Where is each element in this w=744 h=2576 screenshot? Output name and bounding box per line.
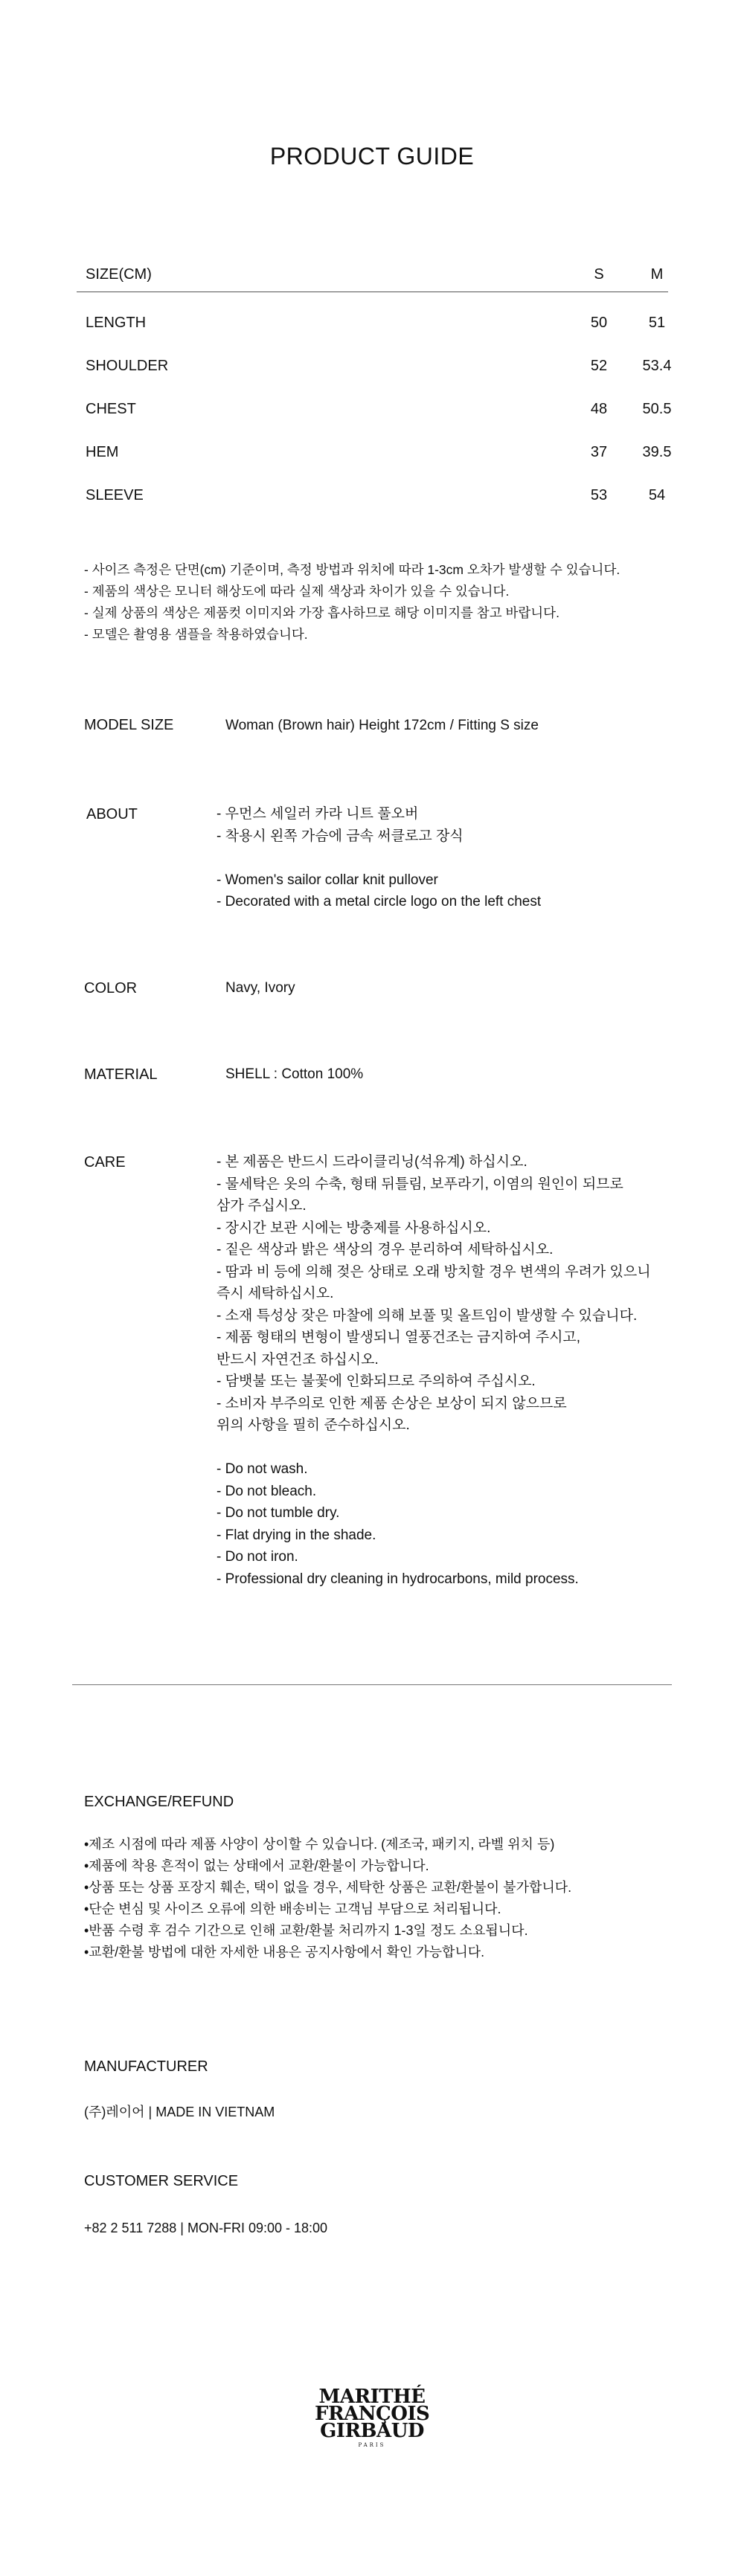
care-line: - 제품 형태의 변형이 발생되니 열풍건조는 금지하여 주시고, [217,1330,581,1345]
size-row-hem [77,422,672,465]
size-row-s: 37 [590,444,608,460]
model-size-value: Woman (Brown hair) Height 172cm / Fitting S size [225,718,539,733]
exchange-list [84,1834,571,1963]
size-row-label: CHEST [86,401,136,417]
care-line: - 본 제품은 반드시 드라이클리닝(석유계) 하십시오. [217,1154,527,1170]
exchange-line: •제품에 착용 흔적이 없는 상태에서 교환/환불이 가능합니다. [84,1858,429,1873]
size-row-label: LENGTH [86,315,147,331]
size-row-s: 52 [590,358,608,374]
about-line: - Women's sailor collar knit pullover [217,872,438,888]
size-row-sleeve [77,465,668,508]
size-row-length [77,292,668,335]
care-line: 즉시 세탁하십시오. [217,1286,334,1301]
size-row-s: 48 [590,401,608,417]
size-header-label: SIZE(CM) [86,266,152,283]
page-title: PRODUCT GUIDE [269,143,475,170]
care-line: - Do not wash. [217,1461,308,1477]
care-line: - 담뱃불 또는 불꽃에 인화되므로 주의하여 주십시오. [217,1374,536,1389]
note-line: - 실제 상품의 색상은 제품컷 이미지와 가장 흡사하므로 해당 이미지를 참고 바랍니다. [84,605,559,620]
logo-line: FRANÇOIS [315,2403,430,2425]
care-line: - 소재 특성상 잦은 마찰에 의해 보풀 및 올트임이 발생할 수 있습니다. [217,1307,638,1324]
size-row-label: SHOULDER [86,358,169,374]
exchange-title: EXCHANGE/REFUND [84,1794,234,1810]
size-row-m: 54 [648,487,666,503]
care-line: 위의 사항을 필히 준수하십시오. [217,1417,410,1433]
size-table-header [77,253,668,292]
size-row-label: SLEEVE [86,487,144,503]
note-line: - 제품의 색상은 모니터 해상도에 따라 실제 색상과 차이가 있을 수 있습니다. [84,584,510,599]
about-line: - 착용시 왼쪽 가슴에 금속 써클로고 장식 [217,828,464,844]
exchange-line: •제조 시점에 따라 제품 사양이 상이할 수 있습니다. (제조국, 패키지, 라벨 위치 등) [84,1837,555,1852]
size-row-shoulder [77,335,672,379]
size-row-m: 50.5 [642,401,672,417]
care-line: - Do not iron. [217,1549,298,1565]
size-header-m: M [650,266,664,283]
care-line: - 땀과 비 등에 의해 젖은 상태로 오래 방치할 경우 변색의 우려가 있으니 [217,1263,651,1280]
care-line: - 짙은 색상과 밝은 색상의 경우 분리하여 세탁하십시오. [217,1242,554,1258]
size-row-m: 51 [648,315,666,331]
exchange-line: •반품 수령 후 검수 기간으로 인해 교환/환불 처리까지 1-3일 정도 소요됩니다. [84,1923,528,1938]
manufacturer-title: MANUFACTURER [84,2058,208,2075]
size-row-s: 53 [590,487,608,503]
about-label: ABOUT [86,806,138,822]
model-size-label: MODEL SIZE [84,717,174,733]
section-divider [72,1684,672,1685]
color-label: COLOR [84,980,138,996]
care-line: 삼가 주십시오. [217,1198,307,1214]
care-line: - Flat drying in the shade. [217,1527,376,1543]
size-row-m: 39.5 [642,444,672,460]
care-line: 반드시 자연건조 하십시오. [217,1351,379,1368]
customer-service-value: +82 2 511 7288 | MON-FRI 09:00 - 18:00 [84,2221,328,2235]
material-value: SHELL : Cotton 100% [225,1066,364,1082]
care-list [217,1151,651,1590]
care-line: - 물세탁은 옷의 수축, 형태 뒤틀림, 보푸라기, 이염의 원인이 되므로 [217,1176,623,1192]
care-label: CARE [84,1154,126,1171]
color-value: Navy, Ivory [225,980,295,996]
brand-logo [315,2386,430,2448]
about-line: - 우먼스 세일러 카라 니트 풀오버 [217,806,419,822]
material-label: MATERIAL [84,1066,158,1083]
care-line: - 소비자 부주의로 인한 제품 손상은 보상이 되지 않으므로 [217,1395,567,1411]
note-line: - 사이즈 측정은 단면(cm) 기준이며, 측정 방법과 위치에 따라 1-3cm 오차가 발생할 수 있습니다. [84,562,620,577]
exchange-line: •단순 변심 및 사이즈 오류에 의한 배송비는 고객님 부담으로 처리됩니다. [84,1902,501,1916]
logo-line: PARIS [358,2442,386,2448]
size-row-m: 53.4 [642,358,672,374]
care-line: - 장시간 보관 시에는 방충제를 사용하십시오. [217,1220,491,1236]
size-header-s: S [594,266,604,283]
manufacturer-value: (주)레이어 | MADE IN VIETNAM [84,2105,275,2119]
care-line: - Do not tumble dry. [217,1505,340,1521]
size-table [77,253,672,508]
note-line: - 모델은 촬영용 샘플을 착용하였습니다. [84,627,308,642]
size-row-label: HEM [86,444,119,460]
size-notes [84,559,620,645]
about-list [217,803,541,913]
about-line: - Decorated with a metal circle logo on the left chest [217,894,542,909]
size-row-chest [77,379,672,422]
size-row-s: 50 [590,315,608,331]
logo-line: GIRBAUD [320,2420,424,2442]
exchange-line: •교환/환불 방법에 대한 자세한 내용은 공지사항에서 확인 가능합니다. [84,1945,485,1960]
exchange-line: •상품 또는 상품 포장지 훼손, 택이 없을 경우, 세탁한 상품은 교환/환불이 불가합니다. [84,1880,572,1895]
care-line: - Professional dry cleaning in hydrocarbons, mild process. [217,1571,579,1587]
logo-line: MARITHÉ [318,2386,426,2408]
customer-service-title: CUSTOMER SERVICE [84,2173,239,2189]
care-line: - Do not bleach. [217,1483,317,1499]
